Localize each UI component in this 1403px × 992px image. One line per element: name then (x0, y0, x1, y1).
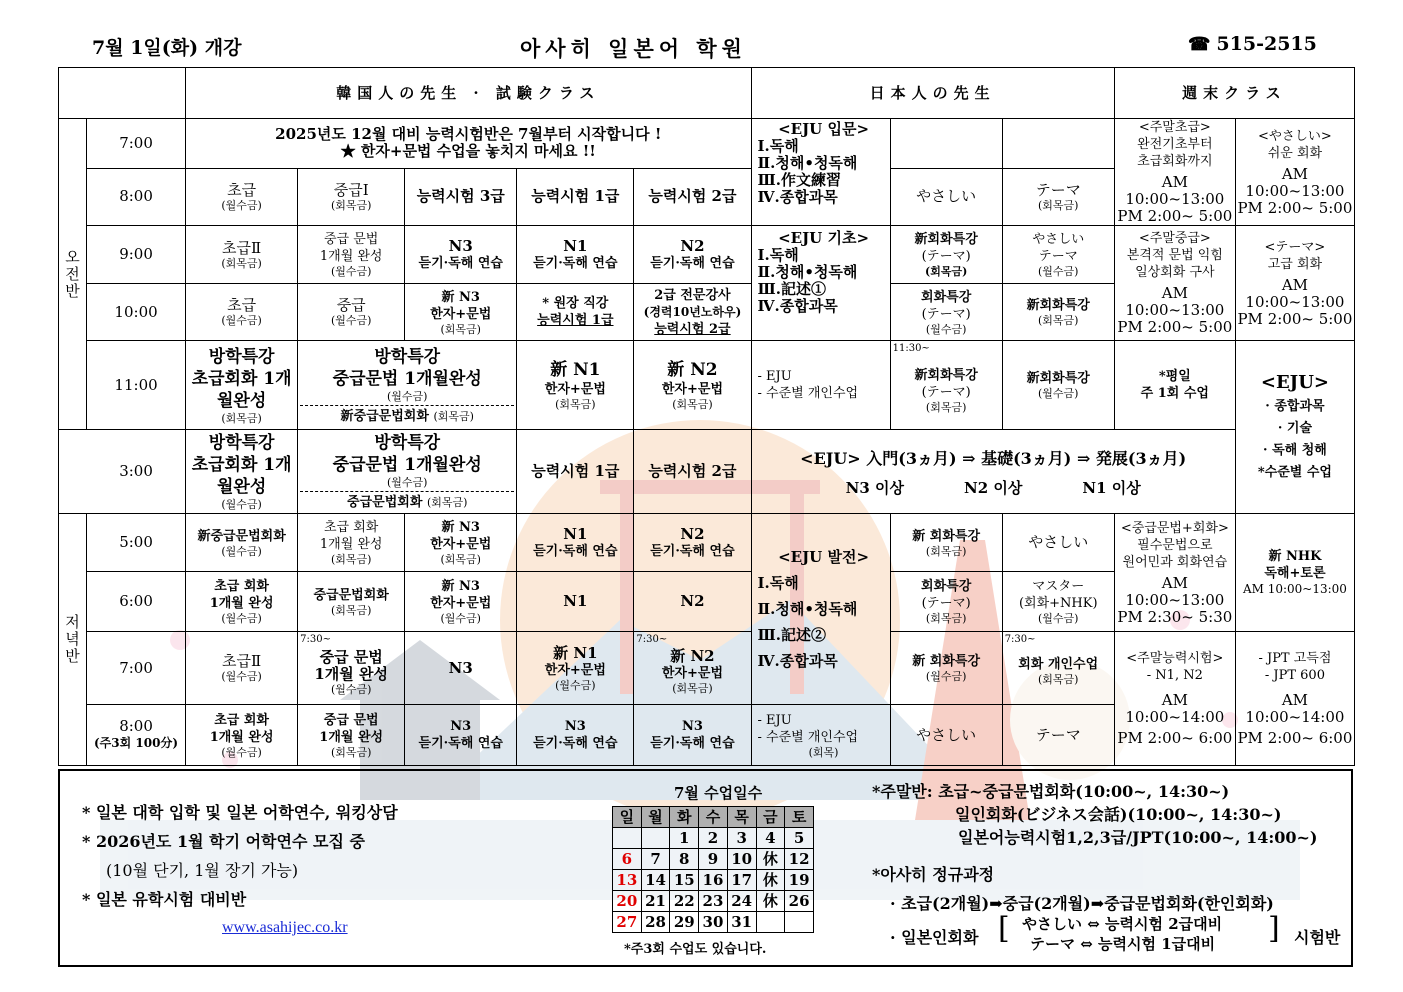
calendar-week-row (613, 912, 814, 933)
calendar-header-row (613, 807, 814, 828)
class-cell: 新중급문법회화 (월수금) (186, 514, 298, 572)
class-cell: 중급문법회화 (회목금) (298, 572, 405, 632)
calendar-day-header: 월 (641, 807, 670, 828)
calendar-day: 23 (699, 891, 728, 912)
calendar-day: 29 (670, 912, 699, 933)
weekend-grammar-conv-cell: <중급문법+회화> 필수문법으로 원어민과 회화연습 AM 10:00~13:00 PM 2:30~ 5:30 (1114, 514, 1235, 632)
class-cell: 新 N3 한자+문법 (월수금) (405, 572, 517, 632)
weekend-info-line: 일인회화(ビジネス会話)(10:00~, 14:30~) (955, 805, 1282, 824)
japanese-class-cell: 新회화특강 (월수금) (1002, 341, 1114, 430)
calendar-day: 休 (756, 891, 785, 912)
weekend-theme-cell: <テーマ> 고급 회화 AM 10:00~13:00 PM 2:00~ 5:00 (1235, 226, 1354, 341)
calendar-day: 24 (727, 891, 756, 912)
japanese-class-cell: やさしい (890, 705, 1002, 766)
calendar-day: 4 (756, 828, 785, 849)
calendar-day: 21 (641, 891, 670, 912)
class-cell: 초급 회화 1개월 완성 (월수금) (186, 572, 298, 632)
class-cell: N3 (405, 632, 517, 705)
calendar-day: 17 (727, 870, 756, 891)
class-cell: N1 듣기·독해 연습 (517, 514, 634, 572)
japanese-class-cell: 新 회화특강 (회목금) (890, 514, 1002, 572)
class-cell: 능력시험 3급 (405, 168, 517, 225)
time-cell: 8:00 (87, 168, 186, 225)
class-cell: 초급 (월수금) (186, 168, 298, 225)
eju-private-cell: - EJU - 수준별 개인수업 (751, 341, 890, 430)
empty-cell (890, 119, 1002, 169)
header-row (59, 68, 1355, 119)
japanese-class-cell: 회화특강 (テーマ) (회목금) (890, 572, 1002, 632)
table-row (59, 341, 1355, 430)
time-cell: 3:00 (59, 430, 186, 514)
calendar-day-header: 화 (670, 807, 699, 828)
table-row (59, 226, 1355, 284)
calendar-day: 13 (613, 870, 642, 891)
bracket-left: [ (998, 911, 1010, 946)
calendar-day: 8 (670, 849, 699, 870)
japanese-class-cell: 新회화특강 (회목금) (1002, 284, 1114, 341)
eju-advanced-cell: <EJU 발전> Ⅰ.독해 Ⅱ.청해•청독해 Ⅲ.記述② Ⅳ.종합과목 (751, 514, 890, 705)
weekday-once-cell: *평일 주 1회 수업 (1114, 341, 1235, 430)
class-cell: 新 N1 한자+문법 (월수금) (517, 632, 634, 705)
column-header-japanese: 日本人の先生 (751, 68, 1114, 119)
corner-cell (59, 68, 186, 119)
japanese-class-cell: テーマ (1002, 705, 1114, 766)
calendar-day: 12 (785, 849, 814, 870)
calendar-day (641, 828, 670, 849)
time-cell: 11:00 (87, 341, 186, 430)
table-row (59, 514, 1355, 572)
phone-text: 515-2515 (1216, 33, 1317, 55)
class-cell: 능력시험 1급 (517, 430, 634, 514)
time-cell: 8:00 (주3회 100分) (87, 705, 186, 766)
table-row (59, 632, 1355, 705)
class-cell: 방학특강 초급회화 1개월완성 (월수금) (186, 430, 298, 514)
empty-cell (1002, 119, 1114, 169)
regular-course-label: · 일본인회화 (890, 928, 979, 947)
class-cell: 초급 (월수금) (186, 284, 298, 341)
website-link[interactable]: www.asahijec.co.kr (222, 919, 348, 936)
phone-number (1188, 33, 1317, 55)
info-bullet: * 2026년도 1월 학기 어학연수 모집 중 (82, 832, 365, 851)
class-cell: 중급 문법 1개월 완성 (회목금) (298, 705, 405, 766)
calendar-day: 1 (670, 828, 699, 849)
time-cell: 6:00 (87, 572, 186, 632)
japanese-class-cell: テーマ (회목금) (1002, 168, 1114, 225)
weekend-nhk-cell: 新 NHK 독해+토론 AM 10:00~13:00 (1235, 514, 1354, 632)
class-cell: N2 듣기·독해 연습 (634, 514, 751, 572)
japanese-class-cell: 회화특강 (テーマ) (월수금) (890, 284, 1002, 341)
calendar-day (756, 912, 785, 933)
table-row (59, 430, 1355, 514)
calendar-day: 7 (641, 849, 670, 870)
calendar-day: 27 (613, 912, 642, 933)
time-cell: 7:00 (87, 119, 186, 169)
calendar-day-header: 금 (756, 807, 785, 828)
calendar-day: 休 (756, 870, 785, 891)
weekend-eju-cell: <EJU> · 종합과목 · 기술 · 독해 청해 *수준별 수업 (1235, 341, 1354, 514)
class-cell: 초급 회화 1개월 완성 (월수금) (186, 705, 298, 766)
regular-course-option: やさしい ⇔ 능력시험 2급대비 (1022, 915, 1223, 933)
bracket-right: ] (1268, 911, 1280, 946)
class-cell: 新 N2 한자+문법 (회목금) (634, 341, 751, 430)
class-cell: N1 듣기·독해 연습 (517, 226, 634, 284)
calendar-day: 22 (670, 891, 699, 912)
column-header-weekend: 週末クラス (1114, 68, 1354, 119)
class-cell: 중급 (월수금) (298, 284, 405, 341)
class-cell: N1 (517, 572, 634, 632)
calendar-day: 5 (785, 828, 814, 849)
japanese-class-cell: やさしい (1002, 514, 1114, 572)
time-cell: 10:00 (87, 284, 186, 341)
eju-intro-cell: <EJU 입문> Ⅰ.독해 Ⅱ.청해•청독해 Ⅲ.作文練習 Ⅳ.종합과목 (751, 119, 890, 226)
notice-cell: 2025년도 12월 대비 능력시험반은 7월부터 시작합니다 ! ★ 한자+문법 수업을 놓치지 마세요 !! (186, 119, 751, 169)
calendar-day-header: 일 (613, 807, 642, 828)
calendar-day-header: 토 (785, 807, 814, 828)
weekend-intermediate-cell: <주말중급> 본격적 문법 익힘 일상회화 구사 AM 10:00~13:00 PM 2:00~ 5:00 (1114, 226, 1235, 341)
weekend-yasashii-cell: <やさしい> 쉬운 회화 AM 10:00~13:00 PM 2:00~ 5:00 (1235, 119, 1354, 226)
calendar-day-header: 수 (699, 807, 728, 828)
class-cell: 초급 회화 1개월 완성 (회목금) (298, 514, 405, 572)
weekend-info-title: *주말반: 초급~중급문법회화(10:00~, 14:30~) (872, 782, 1230, 801)
class-cell: N3 듣기·독해 연습 (517, 705, 634, 766)
calendar-note: *주3회 수업도 있습니다. (624, 942, 767, 957)
calendar-week-row (613, 849, 814, 870)
japanese-class-cell: 7:30~ 회화 개인수업 (회목금) (1002, 632, 1114, 705)
column-header-korean: 韓国人の先生 · 試験クラス (186, 68, 751, 119)
calendar-day: 14 (641, 870, 670, 891)
calendar-day: 31 (727, 912, 756, 933)
class-cell: N2 (634, 572, 751, 632)
period-evening: 저 녁 반 (59, 514, 87, 766)
calendar-day: 28 (641, 912, 670, 933)
class-cell: 7:30~ 중급 문법 1개월 완성 (월수금) (298, 632, 405, 705)
weekend-beginner-cell: <주말초급> 완전기초부터 초급회화까지 AM 10:00~13:00 PM 2:00~ 5:00 (1114, 119, 1235, 226)
class-cell: 중급 문법 1개월 완성 (월수금) (298, 226, 405, 284)
calendar-day: 20 (613, 891, 642, 912)
table-row (59, 119, 1355, 169)
class-cell: 新 N1 한자+문법 (회목금) (517, 341, 634, 430)
eju-private-cell: - EJU - 수준별 개인수업 (회목) (751, 705, 890, 766)
calendar-day: 9 (699, 849, 728, 870)
calendar-day (785, 912, 814, 933)
calendar-day: 3 (727, 828, 756, 849)
class-cell: N3 듣기·독해 연습 (405, 226, 517, 284)
class-cell: 능력시험 2급 (634, 168, 751, 225)
japanese-class-cell: やさしい (890, 168, 1002, 225)
opening-date: 7월 1일(화) 개강 (92, 37, 242, 59)
calendar-day: 19 (785, 870, 814, 891)
japanese-class-cell: 11:30~ 新회화특강 (テーマ) (회목금) (890, 341, 1002, 430)
class-cell: 방학특강 초급회화 1개월완성 (회목금) (186, 341, 298, 430)
class-cell: 능력시험 1급 (517, 168, 634, 225)
class-cell: 7:30~ 新 N2 한자+문법 (회목금) (634, 632, 751, 705)
time-cell: 7:00 (87, 632, 186, 705)
info-bullet: * 일본 대학 입학 및 일본 어학연수, 워킹상담 (82, 803, 398, 822)
class-cell: 新 N3 한자+문법 (회목금) (405, 284, 517, 341)
calendar-day: 16 (699, 870, 728, 891)
eju-basic-cell: <EJU 기초> Ⅰ.독해 Ⅱ.청해•청독해 Ⅲ.記述① Ⅳ.종합과목 (751, 226, 890, 341)
info-bullet: (10월 단기, 1월 장기 가능) (106, 861, 299, 880)
period-morning: 오 전 반 (59, 119, 87, 430)
class-cell: N3 듣기·독해 연습 (405, 705, 517, 766)
japanese-class-cell: 新회화특강 (テーマ) (회목금) (890, 226, 1002, 284)
calendar-day-header: 목 (727, 807, 756, 828)
class-cell: N2 듣기·독해 연습 (634, 226, 751, 284)
calendar-week-row (613, 828, 814, 849)
regular-course-option: テーマ ⇔ 능력시험 1급대비 (1030, 935, 1216, 953)
weekend-jlpt-cell: <주말능력시험> - N1, N2 AM 10:00~14:00 PM 2:00~ 6:00 (1114, 632, 1235, 766)
time-cell: 9:00 (87, 226, 186, 284)
academy-title: 아사히 일본어 학원 (520, 36, 747, 61)
class-cell: 초급Ⅱ (회목금) (186, 226, 298, 284)
calendar-title: 7월 수업일수 (674, 784, 763, 802)
class-cell: 중급Ⅰ (회목금) (298, 168, 405, 225)
weekend-info-line: 일본어능력시험1,2,3급/JPT(10:00~, 14:00~) (958, 828, 1318, 847)
calendar-day: 10 (727, 849, 756, 870)
japanese-class-cell: マスター (회화+NHK) (월수금) (1002, 572, 1114, 632)
calendar-week-row (613, 870, 814, 891)
weekend-jpt-cell: - JPT 고득점 - JPT 600 AM 10:00~14:00 PM 2:00~ 6:00 (1235, 632, 1354, 766)
class-cell: 방학특강 중급문법 1개월완성 (월수금) 중급문법회화 (회목금) (298, 430, 517, 514)
info-bullet: * 일본 유학시험 대비반 (82, 890, 247, 909)
calendar-table (612, 806, 814, 933)
regular-course-title: *아사히 정규과정 (872, 865, 995, 884)
class-cell: 능력시험 2급 (634, 430, 751, 514)
class-cell: N3 듣기·독해 연습 (634, 705, 751, 766)
regular-course-line: · 초급(2개월)➡중급(2개월)➡중급문법회화(한인회화) (890, 894, 1274, 913)
calendar-day: 2 (699, 828, 728, 849)
japanese-class-cell: 新 회화특강 (월수금) (890, 632, 1002, 705)
class-cell: 방학특강 중급문법 1개월완성 (월수금) 新중급문법회화 (회목금) (298, 341, 517, 430)
calendar-week-row (613, 891, 814, 912)
calendar-day: 26 (785, 891, 814, 912)
class-cell: 초급Ⅱ (월수금) (186, 632, 298, 705)
calendar-day: 30 (699, 912, 728, 933)
exam-class-label: 시험반 (1294, 928, 1341, 947)
calendar-day (613, 828, 642, 849)
calendar-day: 15 (670, 870, 699, 891)
telephone-icon: ☎ (1188, 34, 1211, 55)
class-cell: 新 N3 한자+문법 (회목금) (405, 514, 517, 572)
schedule-table (58, 67, 1355, 766)
class-cell: * 원장 직강 능력시험 1급 (517, 284, 634, 341)
calendar-day: 6 (613, 849, 642, 870)
calendar-day: 休 (756, 849, 785, 870)
japanese-class-cell: やさしい テーマ (월수금) (1002, 226, 1114, 284)
eju-course-flow-cell: <EJU> 入門(3ヵ月) ⇒ 基礎(3ヵ月) ⇒ 発展(3ヵ月) N3 이상 N2 이상 N1 이상 (751, 430, 1235, 514)
time-cell: 5:00 (87, 514, 186, 572)
class-cell: 2급 전문강사 (경력10년노하우) 능력시험 2급 (634, 284, 751, 341)
